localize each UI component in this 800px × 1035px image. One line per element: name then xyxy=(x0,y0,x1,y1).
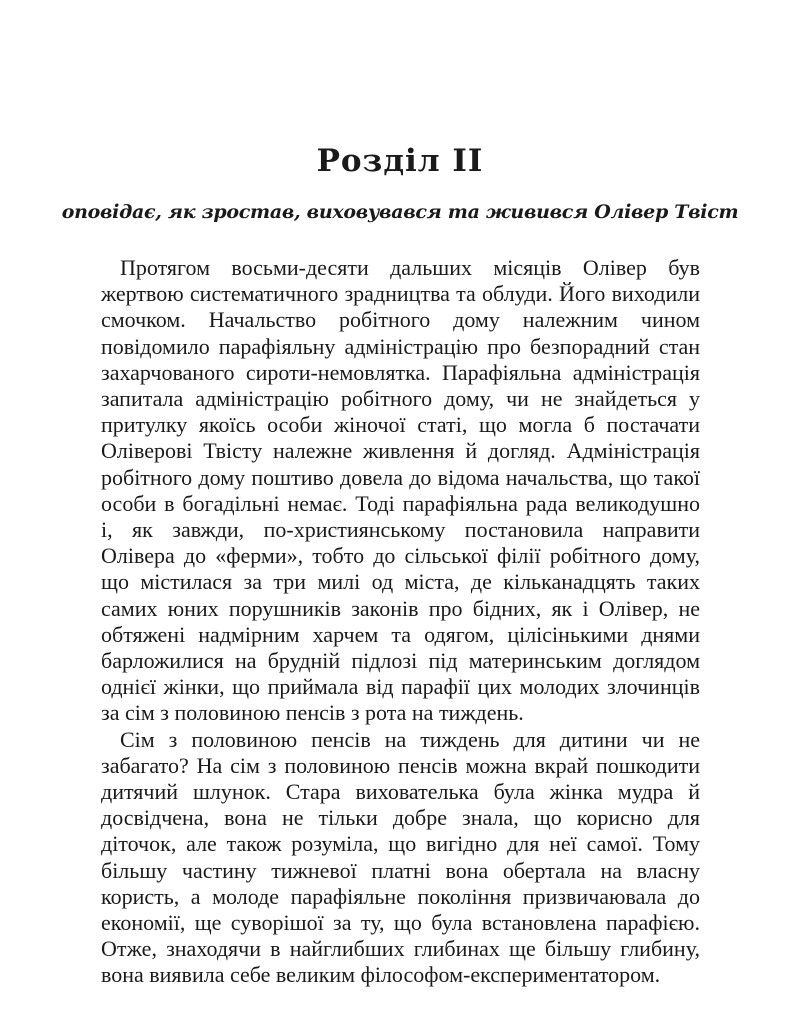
chapter-subtitle: оповідає, як зростав, виховувався та живився Олівер Твіст xyxy=(61,201,739,223)
chapter-title: Розділ II xyxy=(316,143,484,179)
paragraph: Сім з половиною пенсів на тиждень для дитини чи не забагато? На сім з половиною пенсів можна вкрай пошкодити дитячий шлунок. Стара вихователька була жінка мудра й досвідчена, вона не тільки добре знала, що корисно для діточок, але також розуміла, що вигідно для неї самої. Тому більшу частину тижневої платні вона обертала на власну користь, а молоде парафіяльне покоління призвичаювала до економії, ще суворішої за ту, що була встановлена парафією. Отже, знаходячи в найглибших глибинах ще більшу глибину, вона виявила себе великим філософом-експериментатором. xyxy=(101,726,700,988)
chapter-body xyxy=(101,255,700,989)
paragraph: Протягом восьми-десяти дальших місяців Олівер був жертвою систематичного зрадництва та облуди. Його виходили смочком. Начальство робітного дому належним чином повідомило парафіяльну адміністрацію про безпорадний стан захарчованого сироти-немовлятка. Парафіяльна адміністрація запитала адміністрацію робітного дому, чи не знайдеться у притулку якоїсь особи жіночої статі, що могла б постачати Оліверові Твісту належне живлення й догляд. Адміністрація робітного дому поштиво довела до відома начальства, що такої особи в богадільні немає. Тоді парафіяльна рада великодушно і, як завжди, по-християнському постановила направити Олівера до «ферми», тобто до сільської філії робітного дому, що містилася за три милі од міста, де кільканадцять таких самих юних порушників законів про бідних, як і Олівер, не обтяжені надмірним харчем та одягом, цілісінькими днями барложилися на брудній підлозі під материнським доглядом однієї жінки, що приймала від парафії цих молодих злочинців за сім з половиною пенсів з рота на тиждень. xyxy=(101,255,700,726)
